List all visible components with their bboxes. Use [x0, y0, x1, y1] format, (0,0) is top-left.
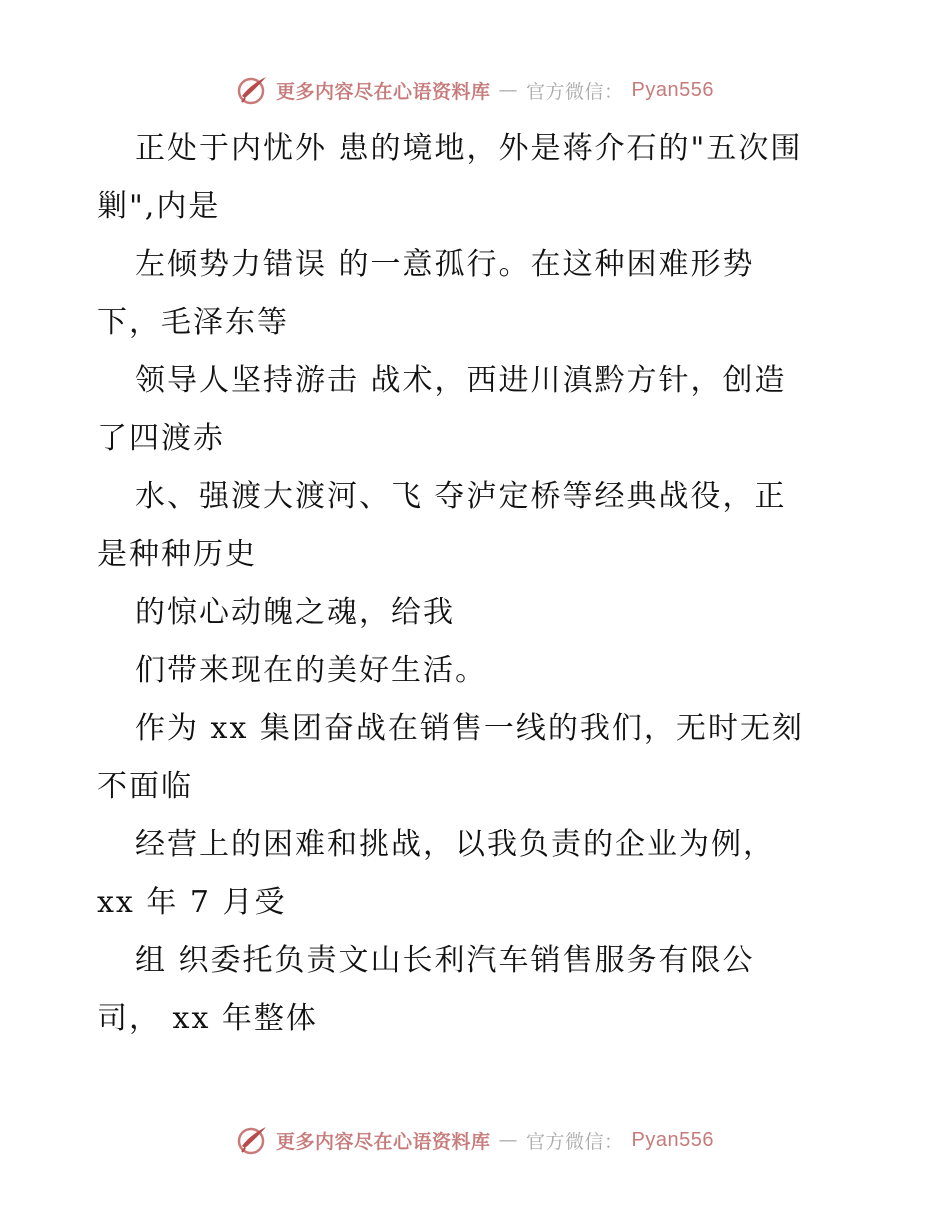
document-body	[97, 120, 867, 1048]
text-line: 作为 xx 集团奋战在销售一线的我们，无时无刻	[135, 711, 804, 746]
banner-separator: —	[498, 79, 519, 101]
text-line: 了四渡赤	[97, 421, 225, 456]
banner-wechat-label: 官方微信：	[526, 1130, 624, 1153]
footer-watermark	[0, 1120, 950, 1160]
banner-separator: —	[498, 1129, 519, 1151]
text-line: 司， xx 年整体	[97, 1001, 318, 1036]
text-line: 经营上的困难和挑战，以我负责的企业为例，	[135, 827, 775, 862]
banner-wechat-id: Pyan556	[631, 1128, 714, 1151]
text-line: 领导人坚持游击 战术，西进川滇黔方针，创造	[135, 363, 787, 398]
quill-logo-icon	[236, 1124, 268, 1156]
text-line: 不面临	[97, 769, 193, 804]
text-line: 剿",内是	[97, 189, 221, 224]
text-line: xx 年 7 月受	[97, 885, 287, 920]
text-line: 组 织委托负责文山长利汽车销售服务有限公	[135, 943, 755, 978]
text-line: 水、强渡大渡河、飞 夺泸定桥等经典战役，正	[135, 479, 787, 514]
text-line: 是种种历史	[97, 537, 257, 572]
banner-main-text: 更多内容尽在心语资料库	[276, 80, 491, 103]
banner-main-text: 更多内容尽在心语资料库	[276, 1130, 491, 1153]
text-line: 左倾势力错误 的一意孤行。在这种困难形势	[135, 247, 755, 282]
text-line: 的惊心动魄之魂，给我	[135, 595, 455, 630]
text-line: 们带来现在的美好生活。	[135, 653, 487, 688]
banner-wechat-label: 官方微信：	[526, 80, 624, 103]
banner-wechat-id: Pyan556	[631, 78, 714, 101]
text-line: 下，毛泽东等	[97, 305, 289, 340]
quill-logo-icon	[236, 74, 268, 106]
text-line: 正处于内忧外 患的境地，外是蒋介石的"五次围	[135, 131, 803, 166]
header-watermark	[0, 70, 950, 110]
